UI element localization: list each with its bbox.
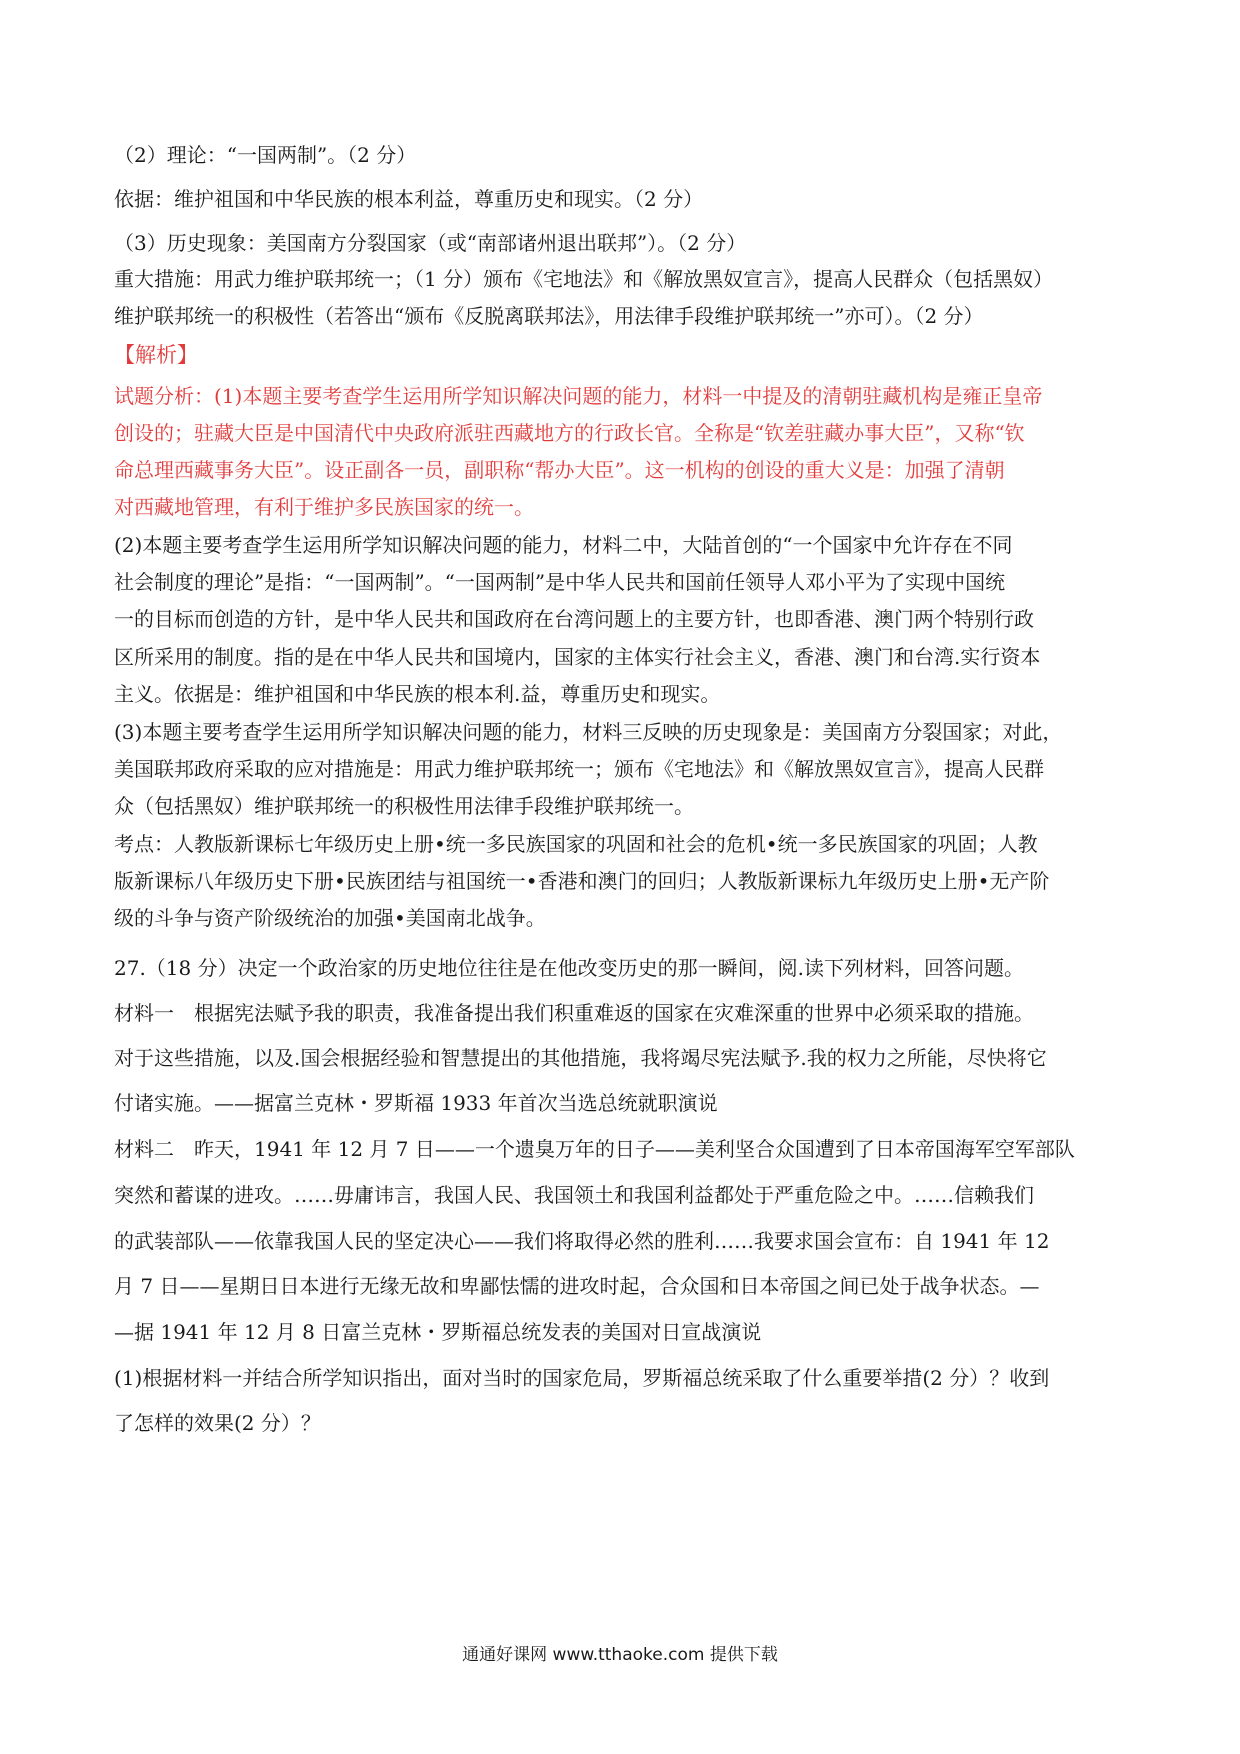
material-1-line: 材料一 根据宪法赋予我的职责，我准备提出我们积重难返的国家在灾难深重的世界中必须采取的措施。 [114,1001,1034,1025]
material-2-line: —据 1941 年 12 月 8 日富兰克林・罗斯福总统发表的美国对日宣战演说 [114,1320,762,1344]
analysis-red-line: 试题分析：(1)本题主要考查学生运用所学知识解决问题的能力，材料一中提及的清朝驻藏机构是雍正皇帝 [114,384,1043,408]
analysis-part2-line: 社会制度的理论”是指：“一国两制”。“一国两制”是中华人民共和国前任领导人邓小平为了实现中国统 [114,570,1006,594]
answer-3-phenomenon: （3）历史现象：美国南方分裂国家（或“南部诸州退出联邦”）。（2 分） [114,231,747,255]
material-2-line: 月 7 日——星期日日本进行无缘无故和卑鄙怯懦的进攻时起，合众国和日本帝国之间已处于战争状态。— [114,1274,1040,1298]
analysis-red-line: 创设的；驻藏大臣是中国清代中央政府派驻西藏地方的行政长官。全称是“钦差驻藏办事大臣”，又称“钦 [114,421,1025,445]
question-27-stem: 27.（18 分）决定一个政治家的历史地位往往是在他改变历史的那一瞬间，阅.读下列材料，回答问题。 [114,956,1024,980]
analysis-part2-line: 一的目标而创造的方针，是中华人民共和国政府在台湾问题上的主要方针，也即香港、澳门两个特别行政 [114,607,1034,631]
analysis-red-line: 命总理西藏事务大臣”。设正副各一员，副职称“帮办大臣”。这一机构的创设的重大义是：加强了清朝 [114,458,1005,482]
kaodian-line: 考点：人教版新课标七年级历史上册•统一多民族国家的巩固和社会的危机•统一多民族国家的巩固；人教 [114,832,1038,856]
answer-3-measures-line-2: 维护联邦统一的积极性（若答出“颁布《反脱离联邦法》，用法律手段维护联邦统一”亦可）。（2 分） [114,304,984,328]
analysis-part2-line: (2)本题主要考查学生运用所学知识解决问题的能力，材料二中，大陆首创的“一个国家中允许存在不同 [114,533,1013,557]
answer-3-measures-line-1: 重大措施：用武力维护联邦统一；（1 分）颁布《宅地法》和《解放黑奴宣言》，提高人民群众（包括黑奴） [114,267,1054,291]
answer-2-theory: （2）理论：“一国两制”。（2 分） [114,143,417,167]
page-footer: 通通好课网 www.tthaoke.com 提供下载 [462,1645,778,1665]
kaodian-line: 版新课标八年级历史下册•民族团结与祖国统一•香港和澳门的回归；人教版新课标九年级历史上册•无产阶 [114,869,1050,893]
analysis-part3-line: (3)本题主要考查学生运用所学知识解决问题的能力，材料三反映的历史现象是：美国南方分裂国家；对此， [114,720,1063,744]
analysis-part2-line: 区所采用的制度。指的是在中华人民共和国境内，国家的主体实行社会主义，香港、澳门和台湾.实行资本 [114,645,1041,669]
question-27-part1-line: 了怎样的效果(2 分）？ [114,1411,321,1435]
kaodian-line: 级的斗争与资产阶级统治的加强•美国南北战争。 [114,906,546,930]
material-2-line: 突然和蓄谋的进攻。……毋庸讳言，我国人民、我国领土和我国利益都处于严重危险之中。……信赖我们 [114,1183,1034,1207]
material-2-line: 的武装部队——依靠我国人民的坚定决心——我们将取得必然的胜利……我要求国会宣布：自 1941 年 12 [114,1229,1050,1253]
analysis-part3-line: 美国联邦政府采取的应对措施是：用武力维护联邦统一；颁布《宅地法》和《解放黑奴宣言》，提高人民群 [114,757,1044,781]
material-2-line: 材料二 昨天，1941 年 12 月 7 日——一个遗臭万年的日子——美利坚合众国遭到了日本帝国海军空军部队 [114,1137,1075,1161]
analysis-heading: 【解析】 [114,343,198,367]
question-27-part1-line: (1)根据材料一并结合所学知识指出，面对当时的国家危局，罗斯福总统采取了什么重要举措(2 分）？收到 [114,1366,1050,1390]
analysis-part2-line: 主义。依据是：维护祖国和中华民族的根本利.益，尊重历史和现实。 [114,682,721,706]
material-1-line: 对于这些措施，以及.国会根据经验和智慧提出的其他措施，我将竭尽宪法赋予.我的权力之所能，尽快将它 [114,1046,1047,1070]
material-1-line: 付诸实施。——据富兰克林・罗斯福 1933 年首次当选总统就职演说 [114,1091,718,1115]
answer-2-basis: 依据：维护祖国和中华民族的根本利益，尊重历史和现实。（2 分） [114,187,704,211]
analysis-red-line: 对西藏地管理，有利于维护多民族国家的统一。 [114,495,534,519]
analysis-part3-line: 众（包括黑奴）维护联邦统一的积极性用法律手段维护联邦统一。 [114,794,694,818]
